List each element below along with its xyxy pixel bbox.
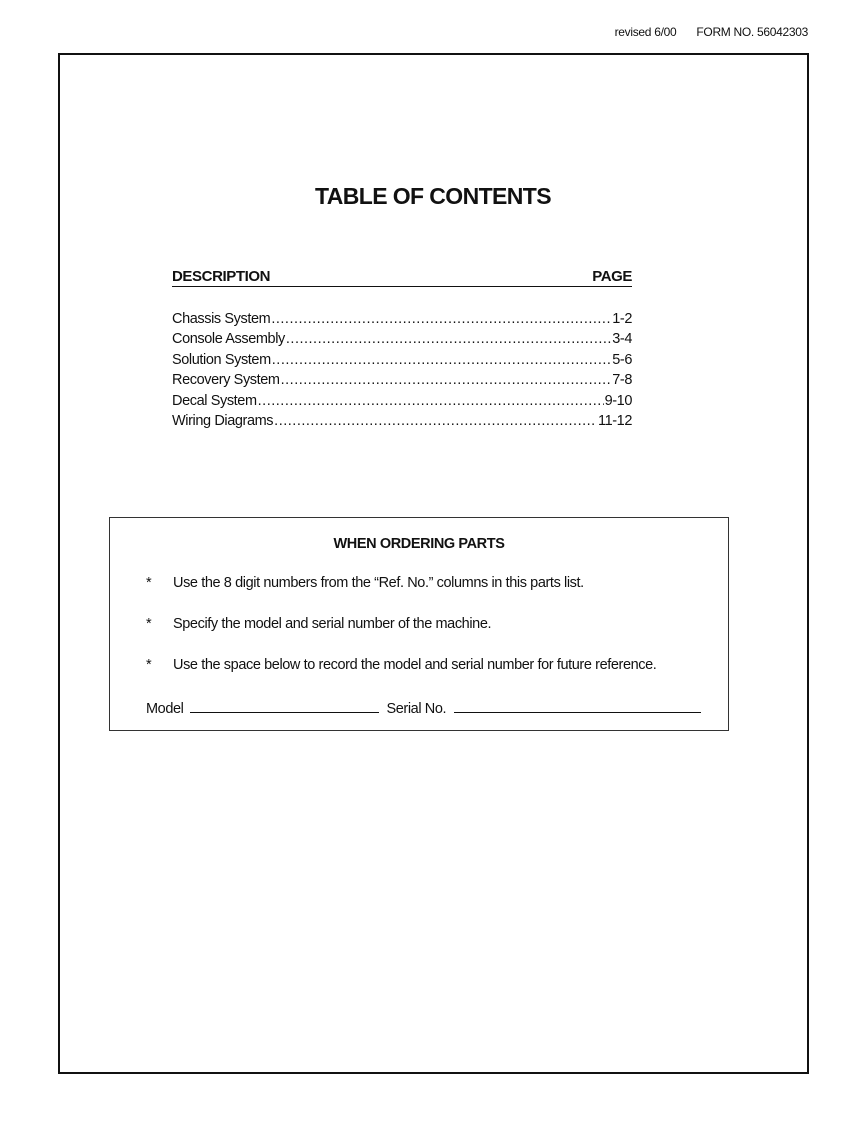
revised-date: revised 6/00 <box>614 25 677 39</box>
dot-leader <box>274 411 597 431</box>
ordering-instruction-text: Use the space below to record the model and serial number for future reference. <box>173 657 657 673</box>
page-title: TABLE OF CONTENTS <box>315 183 551 209</box>
model-serial-record <box>146 698 701 717</box>
toc-entry-recovery[interactable] <box>172 370 632 390</box>
ordering-title: WHEN ORDERING PARTS <box>333 536 505 552</box>
ordering-parts-box <box>109 517 729 731</box>
dot-leader <box>271 309 611 329</box>
ordering-instruction <box>146 575 584 591</box>
dot-leader <box>272 350 611 370</box>
toc-entry-decal[interactable] <box>172 391 632 411</box>
ordering-instruction <box>146 616 491 632</box>
toc-header <box>172 268 632 287</box>
dot-leader <box>258 391 604 411</box>
dot-leader <box>281 370 612 390</box>
toc-entry-page: 1-2 <box>612 311 632 327</box>
toc-entry-label: Solution System <box>172 351 271 368</box>
toc-entry-label: Decal System <box>172 392 257 409</box>
serial-blank-line[interactable] <box>454 698 701 713</box>
toc-entry-solution[interactable] <box>172 350 632 370</box>
toc-entry-page: 9-10 <box>604 392 632 409</box>
toc-entry-chassis[interactable] <box>172 309 632 329</box>
table-of-contents <box>172 268 632 431</box>
header-meta <box>615 25 808 39</box>
bullet-asterisk: * <box>146 657 152 673</box>
toc-entry-wiring[interactable] <box>172 411 632 431</box>
serial-label: Serial No. <box>386 701 447 717</box>
toc-entry-label: Console Assembly <box>172 331 285 348</box>
toc-entry-page: 7-8 <box>612 372 632 389</box>
toc-description-header: DESCRIPTION <box>172 268 271 285</box>
model-label: Model <box>146 701 184 717</box>
toc-entry-label: Chassis System <box>172 311 271 327</box>
form-number: FORM NO. 56042303 <box>696 25 808 39</box>
bullet-asterisk: * <box>146 616 152 632</box>
toc-entry-page: 3-4 <box>612 331 632 348</box>
dot-leader <box>286 329 611 349</box>
ordering-instruction <box>146 657 656 673</box>
toc-entry-page: 5-6 <box>612 351 632 368</box>
bullet-asterisk: * <box>146 575 152 591</box>
ordering-instruction-text: Specify the model and serial number of the machine. <box>173 616 492 632</box>
toc-entry-label: Wiring Diagrams <box>172 413 274 430</box>
toc-entry-label: Recovery System <box>172 372 280 389</box>
toc-entry-console[interactable] <box>172 329 632 349</box>
ordering-instruction-text: Use the 8 digit numbers from the “Ref. No.” columns in this parts list. <box>173 575 584 591</box>
toc-page-header: PAGE <box>592 268 632 285</box>
model-blank-line[interactable] <box>190 698 379 713</box>
toc-entry-page: 11-12 <box>597 413 632 430</box>
